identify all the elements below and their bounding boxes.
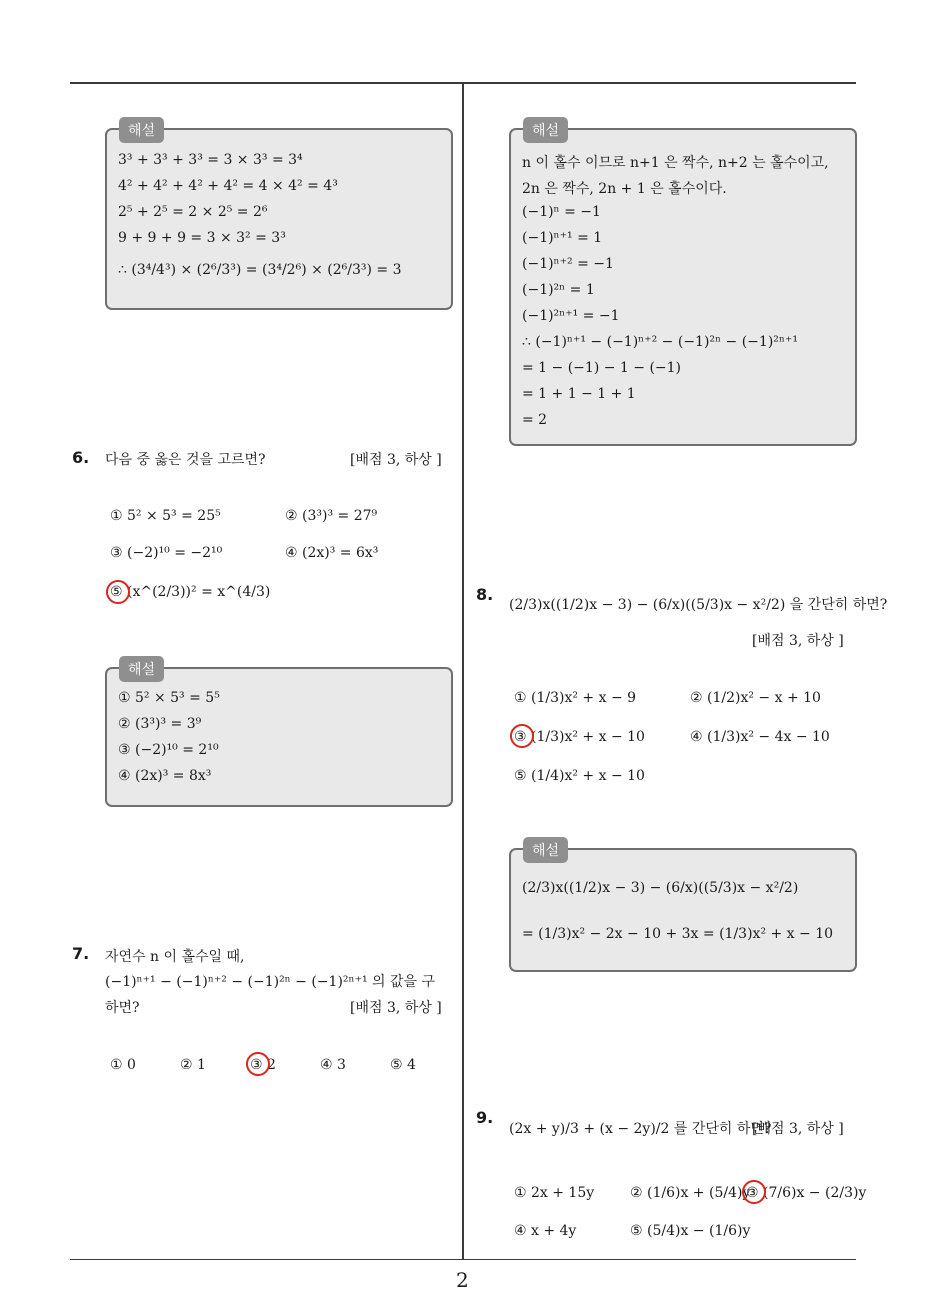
page-number: 2	[456, 1268, 469, 1292]
choice-3[interactable]: ③ (7/6)x − (2/3)y	[746, 1185, 867, 1201]
solution-line: (−1)²ⁿ = 1	[522, 282, 595, 298]
choice-2[interactable]: ② (1/2)x² − x + 10	[690, 690, 821, 706]
answer-mark	[510, 724, 534, 748]
solution-tag: 해설	[119, 656, 164, 682]
choice-3[interactable]: ③ (1/3)x² + x − 10	[514, 729, 645, 745]
solution-line: ∴ (3⁴/4³) × (2⁶/3³) = (3⁴/2⁶) × (2⁶/3³) = 3	[118, 262, 402, 278]
question-number: 7.	[72, 944, 90, 963]
question-number: 6.	[72, 448, 90, 467]
solution-line: 4² + 4² + 4² + 4² = 4 × 4² = 4³	[118, 178, 338, 194]
solution-line: ① 5² × 5³ = 5⁵	[118, 690, 220, 706]
question-text: 하면?	[105, 1000, 140, 1016]
choice-4[interactable]: ④ (2x)³ = 6x³	[285, 545, 379, 561]
solution-line: ④ (2x)³ = 8x³	[118, 768, 212, 784]
choice-4[interactable]: ④ 3	[320, 1057, 346, 1073]
question-text: (2/3)x((1/2)x − 3) − (6/x)((5/3)x − x²/2) 을 간단히 하면?	[509, 597, 888, 613]
question-score: [배점 3, 하상 ]	[752, 1121, 844, 1137]
answer-mark	[106, 580, 130, 604]
solution-line: (−1)²ⁿ⁺¹ = −1	[522, 308, 620, 324]
choice-5[interactable]: ⑤ (1/4)x² + x − 10	[514, 768, 645, 784]
choice-5[interactable]: ⑤ (x^(2/3))² = x^(4/3)	[110, 584, 271, 600]
solution-line: (−1)ⁿ⁺¹ = 1	[522, 230, 603, 246]
choice-1[interactable]: ① 0	[110, 1057, 136, 1073]
solution-tag: 해설	[523, 117, 568, 143]
solution-line: 9 + 9 + 9 = 3 × 3² = 3³	[118, 230, 286, 246]
question-score: [배점 3, 하상 ]	[350, 452, 442, 468]
solution-line: (−1)ⁿ⁺² = −1	[522, 256, 614, 272]
solution-line: n 이 홀수 이므로 n+1 은 짝수, n+2 는 홀수이고,	[522, 155, 829, 171]
choice-2[interactable]: ② (1/6)x + (5/4)y	[630, 1185, 751, 1201]
choice-4[interactable]: ④ (1/3)x² − 4x − 10	[690, 729, 830, 745]
solution-box-q8	[509, 848, 857, 972]
choice-5[interactable]: ⑤ (5/4)x − (1/6)y	[630, 1223, 751, 1239]
choice-2[interactable]: ② (3³)³ = 27⁹	[285, 508, 378, 524]
choice-5[interactable]: ⑤ 4	[390, 1057, 416, 1073]
solution-line: = (1/3)x² − 2x − 10 + 3x = (1/3)x² + x − 10	[522, 926, 834, 942]
question-number: 8.	[476, 585, 494, 604]
solution-tag: 해설	[523, 837, 568, 863]
question-number: 9.	[476, 1108, 494, 1127]
solution-line: ③ (−2)¹⁰ = 2¹⁰	[118, 742, 219, 758]
question-score: [배점 3, 하상 ]	[752, 633, 844, 649]
solution-line: 2n 은 짝수, 2n + 1 은 홀수이다.	[522, 181, 727, 197]
answer-mark	[742, 1180, 766, 1204]
solution-line: 3³ + 3³ + 3³ = 3 × 3³ = 3⁴	[118, 152, 303, 168]
question-text: 다음 중 옳은 것을 고르면?	[105, 452, 266, 468]
solution-box-q6	[105, 667, 453, 807]
solution-line: = 2	[522, 412, 548, 428]
solution-line: 2⁵ + 2⁵ = 2 × 2⁵ = 2⁶	[118, 204, 268, 220]
question-text: 자연수 n 이 홀수일 때,	[105, 949, 245, 965]
solution-line: = 1 + 1 − 1 + 1	[522, 386, 636, 402]
solution-line: ② (3³)³ = 3⁹	[118, 716, 202, 732]
solution-line: = 1 − (−1) − 1 − (−1)	[522, 360, 682, 376]
choice-3[interactable]: ③ (−2)¹⁰ = −2¹⁰	[110, 545, 223, 561]
choice-1[interactable]: ① 2x + 15y	[514, 1185, 595, 1201]
choice-4[interactable]: ④ x + 4y	[514, 1223, 577, 1239]
question-text: (−1)ⁿ⁺¹ − (−1)ⁿ⁺² − (−1)²ⁿ − (−1)²ⁿ⁺¹ 의 값을 구	[105, 974, 436, 990]
solution-line: (−1)ⁿ = −1	[522, 204, 601, 220]
solution-line: ∴ (−1)ⁿ⁺¹ − (−1)ⁿ⁺² − (−1)²ⁿ − (−1)²ⁿ⁺¹	[522, 334, 798, 350]
solution-line: (2/3)x((1/2)x − 3) − (6/x)((5/3)x − x²/2)	[522, 880, 799, 896]
answer-mark	[246, 1052, 270, 1076]
column-divider	[462, 84, 464, 1260]
choice-1[interactable]: ① (1/3)x² + x − 9	[514, 690, 637, 706]
solution-tag: 해설	[119, 117, 164, 143]
choice-2[interactable]: ② 1	[180, 1057, 206, 1073]
question-score: [배점 3, 하상 ]	[350, 1000, 442, 1016]
choice-3[interactable]: ③ 2	[250, 1057, 276, 1073]
choice-1[interactable]: ① 5² × 5³ = 25⁵	[110, 508, 221, 524]
question-text: (2x + y)/3 + (x − 2y)/2 를 간단히 하면?	[509, 1121, 772, 1137]
bottom-rule	[70, 1259, 856, 1260]
